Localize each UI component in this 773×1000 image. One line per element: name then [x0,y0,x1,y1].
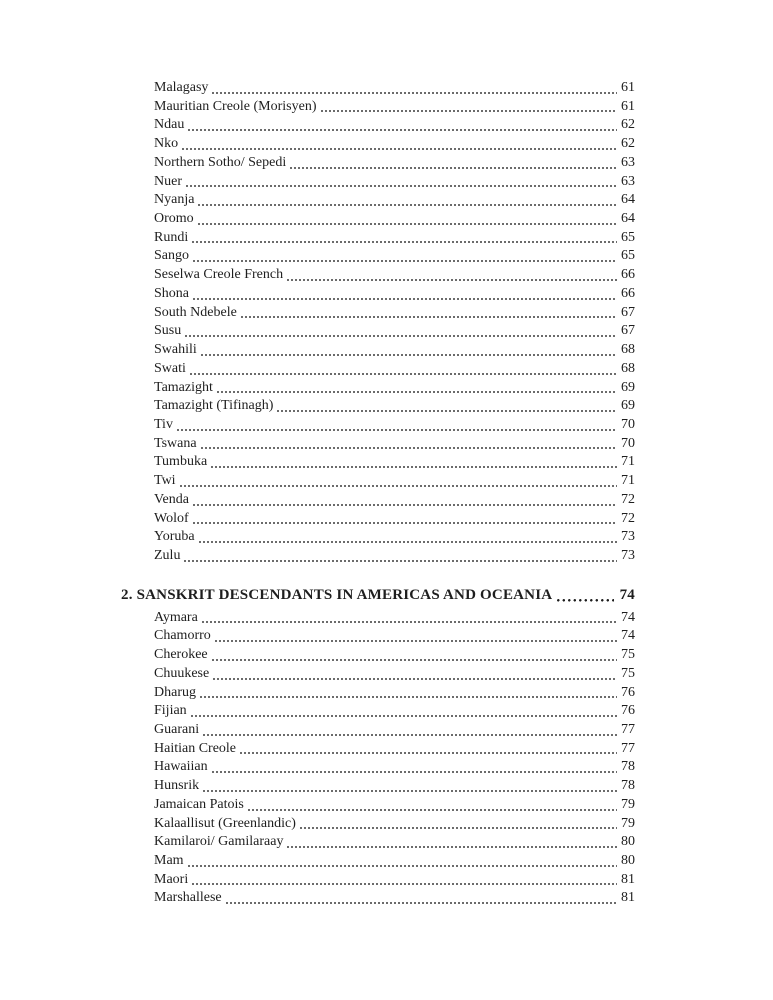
toc-entry-page-number: 69 [621,379,635,395]
toc-entry[interactable] [154,871,635,890]
dotted-leader [201,447,617,449]
dotted-leader [277,410,617,412]
toc-entry[interactable] [154,304,635,323]
toc-entry-label: Sango [154,248,189,264]
dotted-leader [248,809,617,811]
toc-entry[interactable] [154,889,635,908]
dotted-leader [192,883,617,885]
toc-entry[interactable] [154,154,635,173]
toc-entry-page-number: 78 [621,778,635,794]
toc-entry[interactable] [154,285,635,304]
toc-entry-page-number: 73 [621,529,635,545]
toc-entry[interactable] [154,627,635,646]
toc-entry-page-number: 66 [621,285,635,301]
toc-entry-label: Chuukese [154,665,210,681]
dotted-leader [226,902,617,904]
toc-entry-label: Marshallese [154,890,222,906]
dotted-leader [192,241,617,243]
dotted-leader [191,715,617,717]
toc-entry-page-number: 68 [621,342,635,358]
toc-entry-page-number: 65 [621,229,635,245]
toc-entry-label: Tamazight [154,379,213,395]
toc-entry[interactable] [154,397,635,416]
toc-entry[interactable] [154,646,635,665]
toc-entry[interactable] [154,758,635,777]
toc-entry[interactable] [154,665,635,684]
toc-entry-label: Seselwa Creole French [154,267,284,283]
toc-entry-label: Haitian Creole [154,740,237,756]
toc-entry-page-number: 72 [621,491,635,507]
toc-entry[interactable] [154,416,635,435]
dotted-leader [193,298,617,300]
toc-entry-label: Susu [154,323,182,339]
toc-entry[interactable] [154,379,635,398]
toc-entry-label: Malagasy [154,80,209,95]
toc-entry-label: Dharug [154,684,196,700]
toc-entry[interactable] [154,191,635,210]
toc-section-1-entries [154,79,635,566]
toc-entry[interactable] [154,833,635,852]
toc-entry-page-number: 67 [621,304,635,320]
toc-entry-page-number: 64 [621,211,635,227]
dotted-leader [186,185,617,187]
toc-entry-label: Nko [154,136,179,152]
toc-entry[interactable] [154,815,635,834]
dotted-leader [203,734,617,736]
toc-section-2-entries [154,609,635,909]
toc-entry-label: Hawaiian [154,759,208,775]
toc-entry-label: Mam [154,853,184,869]
toc-entry-page-number: 75 [621,647,635,663]
toc-entry[interactable] [154,721,635,740]
toc-entry-label: Kalaallisut (Greenlandic) [154,815,296,831]
toc-entry-label: Guarani [154,722,200,737]
table-of-contents [121,79,635,908]
dotted-leader [200,696,617,698]
toc-entry[interactable] [154,266,635,285]
dotted-leader [199,541,617,543]
toc-entry-label: Tswana [154,435,197,451]
toc-entry-label: Rundi [154,229,189,245]
toc-entry[interactable] [154,435,635,454]
toc-entry-label: Yoruba [154,529,195,545]
toc-entry-page-number: 79 [621,796,635,812]
toc-entry-page-number: 61 [621,98,635,114]
toc-entry-label: Maori [154,871,189,887]
toc-entry-label: Kamilaroi/ Gamilaraay [154,834,284,850]
toc-entry-label: Ndau [154,117,185,133]
toc-entry-page-number: 67 [621,323,635,339]
toc-entry[interactable] [154,229,635,248]
dotted-leader [300,827,617,829]
toc-entry-page-number: 71 [621,473,635,489]
dotted-leader [212,659,617,661]
toc-entry-page-number: 74 [621,609,635,625]
toc-entry-page-number: 70 [621,435,635,451]
dotted-leader [213,678,617,680]
dotted-leader [557,599,614,602]
toc-entry[interactable] [154,528,635,547]
toc-entry-page-number: 75 [621,665,635,681]
dotted-leader [180,485,617,487]
toc-entry-label: Swahili [154,342,197,358]
toc-entry-label: Jamaican Patois [154,796,244,812]
toc-entry-page-number: 79 [621,815,635,831]
toc-entry-page-number: 70 [621,416,635,432]
toc-entry-label: Tamazight (Tifinagh) [154,398,274,414]
dotted-leader [212,92,617,94]
dotted-leader [212,771,617,773]
toc-entry-page-number: 69 [621,398,635,414]
dotted-leader [321,110,617,112]
dotted-leader [182,148,617,150]
toc-entry-label: Shona [154,285,189,301]
toc-section-2 [121,585,635,909]
toc-entry[interactable] [154,173,635,192]
dotted-leader [198,223,617,225]
toc-entry[interactable] [154,341,635,360]
toc-entry-label: Nyanja [154,192,195,208]
toc-entry[interactable] [154,116,635,135]
dotted-leader [198,204,617,206]
toc-entry-label: Mauritian Creole (Morisyen) [154,98,317,114]
toc-entry-label: Northern Sotho/ Sepedi [154,154,287,170]
toc-entry[interactable] [154,510,635,529]
toc-entry-page-number: 68 [621,360,635,376]
toc-entry[interactable] [154,852,635,871]
toc-entry-label: Oromo [154,211,194,227]
toc-entry[interactable] [154,684,635,703]
toc-entry[interactable] [154,210,635,229]
toc-entry-page-number: 64 [621,192,635,208]
dotted-leader [177,429,617,431]
toc-entry-label: Aymara [154,609,198,625]
toc-entry[interactable] [154,98,635,117]
toc-entry[interactable] [154,796,635,815]
toc-entry-label: Cherokee [154,647,208,663]
toc-entry-label: Swati [154,360,186,376]
toc-entry-page-number: 61 [621,80,635,95]
dotted-leader [240,752,617,754]
toc-entry-label: South Ndebele [154,304,237,320]
dotted-leader [202,621,617,623]
dotted-leader [190,373,617,375]
dotted-leader [211,466,617,468]
dotted-leader [215,640,617,642]
dotted-leader [290,167,617,169]
toc-entry-page-number: 74 [621,628,635,644]
toc-entry[interactable] [154,547,635,566]
dotted-leader [217,391,617,393]
toc-entry-label: Hunsrik [154,778,200,794]
toc-entry[interactable] [154,322,635,341]
toc-entry-page-number: 62 [621,136,635,152]
toc-entry[interactable] [154,135,635,154]
dotted-leader [193,504,617,506]
toc-entry-page-number: 78 [621,759,635,775]
toc-entry[interactable] [154,79,635,98]
toc-entry-label: Tumbuka [154,454,208,470]
toc-entry[interactable] [154,609,635,628]
toc-entry-page-number: 63 [621,154,635,170]
toc-entry-label: Chamorro [154,628,211,644]
toc-entry-page-number: 77 [621,722,635,737]
toc-entry[interactable] [154,491,635,510]
toc-entry-page-number: 76 [621,684,635,700]
toc-entry-label: Fijian [154,703,187,719]
toc-entry-page-number: 80 [621,834,635,850]
dotted-leader [201,354,617,356]
toc-entry-page-number: 71 [621,454,635,470]
toc-entry[interactable] [154,777,635,796]
toc-section-heading-label: 2. SANSKRIT DESCENDANTS IN AMERICAS AND OCEANIA [121,586,553,603]
dotted-leader [287,279,617,281]
toc-entry-page-number: 77 [621,740,635,756]
toc-entry[interactable] [154,472,635,491]
toc-entry-label: Twi [154,473,176,489]
toc-entry-page-number: 65 [621,248,635,264]
dotted-leader [184,560,617,562]
toc-entry-label: Tiv [154,416,173,432]
toc-entry-page-number: 62 [621,117,635,133]
toc-entry-label: Wolof [154,510,189,526]
toc-entry-page-number: 81 [621,871,635,887]
toc-entry-page-number: 73 [621,547,635,563]
toc-entry[interactable] [154,740,635,759]
toc-entry-page-number: 63 [621,173,635,189]
dotted-leader [287,846,617,848]
toc-entry-page-number: 76 [621,703,635,719]
toc-entry[interactable] [154,702,635,721]
toc-entry-label: Venda [154,491,189,507]
dotted-leader [185,335,617,337]
toc-entry[interactable] [154,247,635,266]
toc-entry-label: Zulu [154,547,181,563]
dotted-leader [188,865,617,867]
toc-section-heading[interactable] [121,585,635,606]
dotted-leader [193,522,617,524]
toc-entry-page-number: 81 [621,890,635,906]
toc-entry-page-number: 72 [621,510,635,526]
dotted-leader [241,316,617,318]
toc-entry-label: Nuer [154,173,182,189]
toc-entry-page-number: 66 [621,267,635,283]
dotted-leader [188,129,617,131]
toc-section-heading-page-number: 74 [619,586,635,603]
toc-entry[interactable] [154,453,635,472]
dotted-leader [193,260,617,262]
toc-entry-page-number: 80 [621,853,635,869]
dotted-leader [203,790,617,792]
toc-entry[interactable] [154,360,635,379]
